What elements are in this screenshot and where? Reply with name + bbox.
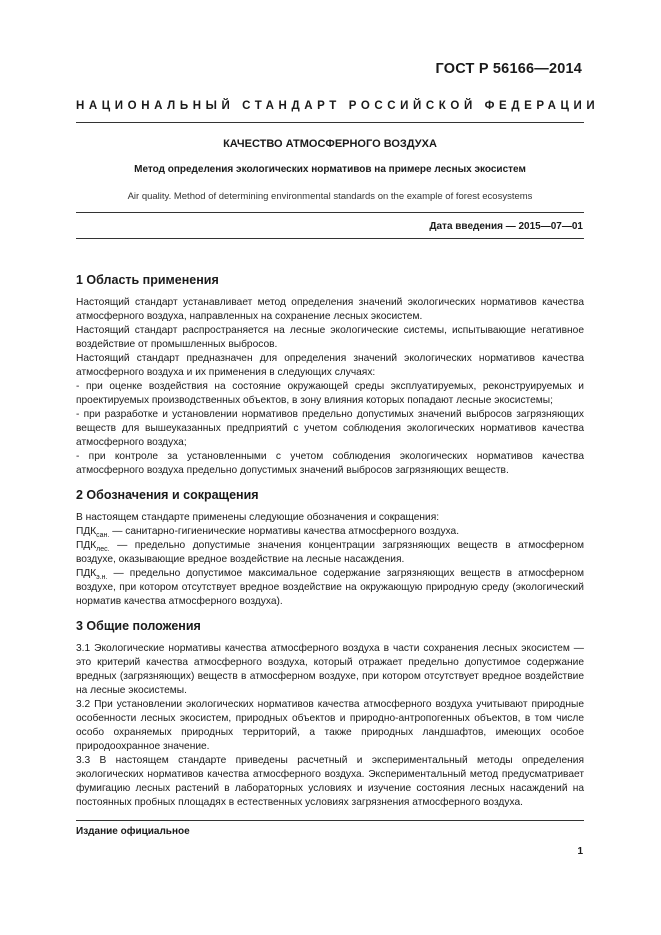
english-title: Air quality. Method of determining environmental standards on the example of forest ecosystems [127,191,533,202]
definition-text: — предельно допустимые значения концентрации загрязняющих веществ в атмосферном воздухе, оказывающие вредное воздействие на лесные насаждения. [76,540,584,565]
definition-text: — предельно допустимое максимальное содержание загрязняющих веществ в атмосферном воздухе, при котором отсутствует вредное воздействие на окружающую природную среду (экологический норматив качества атмосферного воздуха). [76,568,584,607]
divider [76,238,584,239]
official-edition-label: Издание официальное [76,826,190,837]
paragraph: Настоящий стандарт распространяется на лесные экологические системы, испытывающие негативное воздействие от промышленных выбросов. [76,325,584,350]
section-heading: 2 Обозначения и сокращения [76,488,259,502]
paragraph: 3.1 Экологические нормативы качества атмосферного воздуха в части сохранения лесных экосистем — это критерий качества атмосферного воздуха, который отражает предельно допустимое содержание вредных (загрязняющих) веществ в атмосферном воздухе, при котором отсутствует вредное воздействие на лесные экосистемы. [76,643,584,696]
abbreviation: ПДК [76,568,97,579]
list-item: - при контроле за установленными с учетом соблюдения экологических нормативов качества атмосферного воздуха предельно допустимых значений выбросов загрязняющих веществ. [76,451,584,476]
document-title: КАЧЕСТВО АТМОСФЕРНОГО ВОЗДУХА [223,138,437,150]
definition-item [76,525,584,539]
divider [76,820,584,821]
page-number: 1 [577,846,583,857]
list-item: - при оценке воздействия на состояние окружающей среды эксплуатируемых, реконструируемых и проектируемых производственных объектов, в зону влияния которых попадают лесные экосистемы; [76,381,584,406]
abbreviation: ПДК [76,526,97,537]
abbreviation-subscript: э.н. [96,574,108,581]
section-abbreviations [76,487,584,609]
section-heading: 3 Общие положения [76,619,201,633]
section-heading: 1 Область применения [76,273,219,287]
definition-item [76,539,584,567]
standard-number: ГОСТ Р 56166—2014 [435,61,582,77]
national-standard-banner: НАЦИОНАЛЬНЫЙ СТАНДАРТ РОССИЙСКОЙ ФЕДЕРАЦИИ [76,100,600,112]
section-general [76,618,584,810]
paragraph: Настоящий стандарт предназначен для определения значений экологических нормативов качества атмосферного воздуха и их применения в следующих случаях: [76,353,584,378]
introduction-date: Дата введения — 2015—07—01 [429,221,583,232]
document-subtitle: Метод определения экологических нормативов на примере лесных экосистем [134,164,526,175]
list-item: - при разработке и установлении нормативов предельно допустимых значений выбросов загрязняющих веществ для вышеуказанных предприятий с учетом соблюдения экологических нормативов качества атмосферного воздуха; [76,409,584,448]
paragraph: 3.3 В настоящем стандарте приведены расчетный и экспериментальный методы определения экологических нормативов качества атмосферного воздуха. Экспериментальный метод предусматривает фумигацию лесных растений в лабораторных условиях и изучение состояния лесных насаждений на постоянных пробных площадях в естественных условиях загрязнения атмосферного воздуха. [76,755,584,808]
paragraph: 3.2 При установлении экологических нормативов качества атмосферного воздуха учитывают природные особенности лесных экосистем, природных объектов и природно-антропогенных объектов, в том числе особо охраняемых природных территорий, а также природных ландшафтов, имеющих особое природоохранное значение. [76,699,584,752]
definition-text: — санитарно-гигиенические нормативы качества атмосферного воздуха. [109,526,460,537]
abbreviation-subscript: лес. [96,546,110,553]
section-scope [76,272,584,478]
abbreviation: ПДК [76,540,97,551]
paragraph: В настоящем стандарте применены следующие обозначения и сокращения: [76,512,440,523]
abbreviation-subscript: сан. [96,532,110,539]
definition-item [76,567,584,609]
divider [76,212,584,213]
divider [76,122,584,123]
document-body [76,272,584,819]
paragraph: Настоящий стандарт устанавливает метод определения значений экологических нормативов качества атмосферного воздуха, направленных на сохранение лесных экосистем. [76,297,584,322]
